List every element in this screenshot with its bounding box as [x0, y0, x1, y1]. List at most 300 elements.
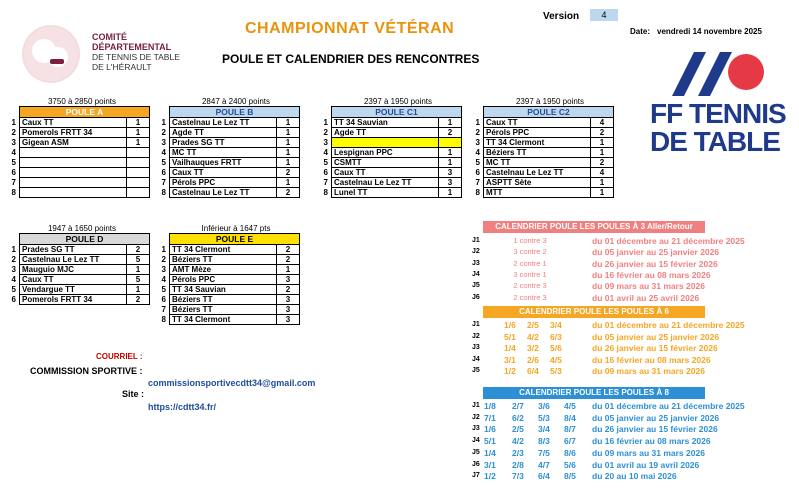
match-pairing: 8/6: [564, 447, 576, 458]
team-name: Agde TT: [332, 128, 439, 138]
team-score: 1: [277, 148, 300, 158]
email-link[interactable]: commissionsportivecdtt34@gmail.com: [148, 378, 316, 388]
team-name: Agde TT: [170, 128, 277, 138]
match-pairing: 4/2: [527, 331, 539, 342]
row-number: 7: [475, 178, 480, 187]
table-row: [8, 138, 150, 148]
team-name: [20, 168, 127, 178]
row-number: 3: [11, 265, 16, 274]
ff-logo-line-1: FF TENNIS: [650, 98, 786, 129]
match-pairing: 2 contre 1: [513, 258, 547, 268]
round-dates: du 01 décembre au 21 décembre 2025: [592, 236, 745, 246]
team-score: 1: [439, 188, 462, 198]
poule-d-title: POULE D: [20, 234, 150, 245]
team-name: Caux TT: [20, 118, 127, 128]
poule-c1-title: POULE C1: [332, 107, 462, 118]
match-pairing: 8/7: [564, 424, 576, 435]
row-number: 7: [161, 178, 166, 187]
round-label: J2: [472, 413, 480, 421]
team-score: 5: [127, 255, 150, 265]
table-row: [320, 188, 462, 198]
header-spacer: [8, 234, 20, 245]
row-number: 3: [475, 138, 480, 147]
table-row: [158, 188, 300, 198]
cal8-title: CALENDRIER POULE LES POULES À 8: [483, 387, 705, 399]
table-row: [158, 138, 300, 148]
cal3-row: [472, 270, 772, 280]
row-number: 5: [475, 158, 480, 167]
team-name: Caux TT: [484, 118, 591, 128]
header-spacer: [472, 107, 484, 118]
courriel-label: COURRIEL :: [96, 352, 143, 361]
round-dates: du 09 mars au 31 mars 2026: [592, 281, 705, 292]
team-name: [332, 138, 439, 148]
team-name: [20, 158, 127, 168]
round-dates: du 05 janvier au 25 janvier 2026: [592, 412, 720, 423]
round-label: J5: [472, 282, 480, 290]
round-dates: du 01 décembre au 21 décembre 2025: [592, 401, 745, 411]
team-name: Lespignan PPC: [332, 148, 439, 158]
row-number: 6: [161, 168, 166, 177]
team-name: Caux TT: [332, 168, 439, 178]
row-number: 6: [11, 168, 16, 177]
team-score: 2: [277, 255, 300, 265]
team-score: [127, 188, 150, 198]
table-row: [158, 128, 300, 138]
team-score: 1: [277, 265, 300, 275]
header-spacer: [158, 234, 170, 245]
round-label: J1: [472, 321, 480, 328]
team-score: 1: [439, 118, 462, 128]
row-number: 4: [161, 148, 166, 157]
cal8-row: [472, 424, 772, 434]
row-number: 3: [161, 138, 166, 147]
row-number: 2: [11, 128, 16, 137]
row-number: 7: [161, 305, 166, 314]
committee-line-4: DE L'HÉRAULT: [92, 62, 152, 72]
row-number: 6: [161, 295, 166, 304]
round-dates: du 26 janvier au 15 février 2026: [592, 258, 718, 269]
cal3-row: [472, 236, 772, 246]
match-pairing: 7/5: [538, 447, 550, 458]
poule-c2-title: POULE C2: [484, 107, 614, 118]
site-link[interactable]: https://cdtt34.fr/: [148, 402, 217, 412]
match-pairing: 2 contre 3: [513, 292, 547, 302]
team-score: 2: [127, 295, 150, 305]
table-row: [158, 285, 300, 295]
match-pairing: 6/4: [527, 366, 539, 376]
table-row: [158, 178, 300, 188]
ff-logo-icon: [658, 52, 768, 101]
match-pairing: 2 contre 3: [513, 281, 547, 291]
table-row: [158, 118, 300, 128]
match-pairing: 3/4: [550, 320, 562, 330]
table-row: [8, 158, 150, 168]
round-label: J3: [472, 344, 480, 351]
match-pairing: 3/4: [538, 424, 550, 435]
round-label: J1: [472, 402, 480, 409]
team-name: Lunel TT: [332, 188, 439, 198]
match-pairing: 7/3: [512, 471, 524, 482]
row-number: 8: [323, 188, 328, 197]
poule-c1-points: 2397 à 1950 points: [363, 97, 433, 106]
match-pairing: 1/4: [484, 447, 496, 458]
match-pairing: 1/2: [484, 471, 496, 482]
round-dates: du 05 janvier au 25 janvier 2026: [592, 331, 720, 342]
team-score: 1: [127, 118, 150, 128]
table-row: [158, 265, 300, 275]
team-score: 3: [439, 168, 462, 178]
cal6-row: [472, 355, 772, 365]
team-score: [127, 158, 150, 168]
team-score: 2: [277, 245, 300, 255]
match-pairing: 3 contre 2: [513, 247, 547, 257]
team-name: Castelnau Le Lez TT: [20, 255, 127, 265]
match-pairing: 4/2: [512, 436, 524, 447]
cal8-row: [472, 460, 772, 470]
round-dates: du 16 février au 08 mars 2026: [592, 436, 711, 447]
match-pairing: 7/1: [484, 412, 496, 423]
table-row: [8, 285, 150, 295]
team-name: [20, 148, 127, 158]
match-pairing: 3 contre 1: [513, 269, 547, 279]
committee-name: [92, 32, 180, 72]
poule-c2-points: 2397 à 1950 points: [515, 97, 585, 106]
cal3-row: [472, 259, 772, 269]
table-row: [8, 255, 150, 265]
team-name: Prades SG TT: [20, 245, 127, 255]
date-label: Date:: [630, 27, 651, 36]
match-pairing: 4/5: [550, 354, 562, 365]
committee-line-2: DÉPARTEMENTAL: [92, 42, 172, 52]
team-score: 1: [439, 148, 462, 158]
match-pairing: 8/4: [564, 412, 576, 423]
match-pairing: 1/6: [504, 320, 516, 330]
round-label: J4: [472, 437, 480, 445]
table-row: [8, 265, 150, 275]
team-score: 1: [591, 138, 614, 148]
poule-b-table: [158, 106, 300, 198]
match-pairing: 2/5: [527, 320, 539, 330]
table-row: [8, 178, 150, 188]
poule-c2-table: [472, 106, 614, 198]
team-name: TT 34 Sauvian: [332, 118, 439, 128]
cal3-row: [472, 247, 772, 257]
match-pairing: 2/7: [512, 401, 524, 411]
team-name: [20, 178, 127, 188]
table-row: [8, 168, 150, 178]
team-name: TT 34 Clermont: [170, 245, 277, 255]
team-score: 1: [591, 188, 614, 198]
cal3-row: [472, 281, 772, 291]
table-row: [8, 148, 150, 158]
match-pairing: 3/1: [504, 354, 516, 365]
table-row: [158, 305, 300, 315]
team-name: Béziers TT: [170, 255, 277, 265]
poule-b-points: 2847 à 2400 points: [201, 97, 271, 106]
match-pairing: 4/5: [564, 401, 576, 411]
cal3-row: [472, 293, 772, 303]
table-row: [472, 168, 614, 178]
match-pairing: 8/5: [564, 471, 576, 482]
match-pairing: 3/1: [484, 459, 496, 470]
round-dates: du 26 janvier au 15 février 2026: [592, 343, 718, 353]
match-pairing: 6/4: [538, 471, 550, 482]
match-pairing: 5/1: [504, 331, 516, 342]
team-score: [439, 138, 462, 148]
poule-d-points: 1947 à 1650 points: [47, 224, 117, 233]
row-number: 3: [11, 138, 16, 147]
team-name: AMT Mèze: [170, 265, 277, 275]
match-pairing: 4/7: [538, 459, 550, 470]
team-score: [127, 178, 150, 188]
row-number: 1: [11, 118, 16, 127]
round-label: J6: [472, 460, 480, 468]
match-pairing: 1/4: [504, 343, 516, 353]
match-pairing: 1 contre 3: [513, 236, 547, 245]
team-score: 4: [591, 118, 614, 128]
match-pairing: 6/7: [564, 436, 576, 447]
table-row: [320, 148, 462, 158]
table-row: [320, 118, 462, 128]
team-name: Castelnau Le Lez TT: [484, 168, 591, 178]
poule-a-title: POULE A: [20, 107, 150, 118]
row-number: 6: [475, 168, 480, 177]
row-number: 1: [323, 118, 328, 127]
row-number: 4: [161, 275, 166, 284]
row-number: 8: [161, 188, 166, 197]
header-spacer: [8, 107, 20, 118]
round-dates: du 16 février au 08 mars 2026: [592, 354, 711, 365]
team-score: [127, 168, 150, 178]
team-name: TT 34 Clermont: [170, 315, 277, 325]
team-score: 1: [439, 158, 462, 168]
match-pairing: 3/2: [527, 343, 539, 353]
team-score: 1: [591, 148, 614, 158]
match-pairing: 5/3: [550, 366, 562, 376]
table-row: [472, 118, 614, 128]
team-name: MC TT: [484, 158, 591, 168]
row-number: 1: [161, 245, 166, 254]
team-name: TT 34 Clermont: [484, 138, 591, 148]
commission-label: COMMISSION SPORTIVE :: [30, 366, 143, 376]
team-score: 3: [277, 305, 300, 315]
row-number: 7: [323, 178, 328, 187]
poule-e-title: POULE E: [170, 234, 300, 245]
team-name: Mauguio MJC: [20, 265, 127, 275]
row-number: 5: [161, 158, 166, 167]
poule-e-table: [158, 233, 300, 325]
round-dates: du 01 avril au 19 avril 2026: [592, 459, 700, 470]
team-score: 2: [277, 188, 300, 198]
row-number: 1: [475, 118, 480, 127]
match-pairing: 2/5: [512, 424, 524, 435]
team-score: 2: [277, 285, 300, 295]
table-row: [8, 118, 150, 128]
committee-logo-icon: [22, 25, 80, 83]
match-pairing: 2/8: [512, 459, 524, 470]
team-score: 3: [277, 295, 300, 305]
round-label: J4: [472, 270, 480, 278]
table-row: [472, 128, 614, 138]
team-name: Prades SG TT: [170, 138, 277, 148]
team-name: CSMTT: [332, 158, 439, 168]
match-pairing: 2/3: [512, 447, 524, 458]
match-pairing: 2/6: [527, 354, 539, 365]
round-dates: du 09 mars au 31 mars 2026: [592, 447, 705, 458]
match-pairing: 8/3: [538, 436, 550, 447]
page-title: CHAMPIONNAT VÉTÉRAN: [245, 20, 455, 37]
team-score: 1: [127, 265, 150, 275]
team-score: 1: [277, 138, 300, 148]
team-score: 1: [591, 178, 614, 188]
date-value: vendredi 14 novembre 2025: [657, 27, 762, 36]
team-score: 1: [127, 285, 150, 295]
table-row: [158, 168, 300, 178]
table-row: [8, 295, 150, 305]
match-pairing: 3/6: [538, 401, 550, 411]
team-name: ASPTT Sète: [484, 178, 591, 188]
row-number: 4: [11, 148, 16, 157]
match-pairing: 5/6: [564, 459, 576, 470]
team-name: Castelnau Le Lez TT: [170, 118, 277, 128]
table-row: [472, 178, 614, 188]
table-row: [472, 138, 614, 148]
team-name: Castelnau Le Lez TT: [332, 178, 439, 188]
round-label: J3: [472, 425, 480, 433]
committee-line-3: DE TENNIS DE TABLE: [92, 52, 180, 62]
row-number: 7: [11, 178, 16, 187]
table-row: [158, 148, 300, 158]
table-row: [320, 128, 462, 138]
table-row: [8, 128, 150, 138]
table-row: [472, 148, 614, 158]
table-row: [320, 158, 462, 168]
row-number: 8: [475, 188, 480, 197]
committee-line-1: COMITÉ: [92, 32, 127, 42]
row-number: 4: [11, 275, 16, 284]
match-pairing: 1/2: [504, 366, 516, 376]
round-label: J3: [472, 259, 480, 267]
version-value: 4: [590, 9, 618, 21]
poule-a-table: [8, 106, 150, 198]
poule-e-points: Inférieur à 1647 pts: [201, 224, 271, 233]
cal8-row: [472, 401, 772, 411]
cal6-title: CALENDRIER POULE LES POULES À 6: [483, 306, 705, 318]
team-score: 1: [277, 128, 300, 138]
team-name: Béziers TT: [170, 305, 277, 315]
poule-d-table: [8, 233, 150, 305]
round-label: J5: [472, 367, 480, 374]
table-row: [320, 168, 462, 178]
row-number: 5: [11, 285, 16, 294]
team-name: Vailhauques FRTT: [170, 158, 277, 168]
team-name: Pérols PPC: [484, 128, 591, 138]
team-name: Pomerols FRTT 34: [20, 295, 127, 305]
row-number: 2: [161, 128, 166, 137]
row-number: 6: [11, 295, 16, 304]
row-number: 4: [475, 148, 480, 157]
team-score: 2: [277, 168, 300, 178]
table-row: [472, 158, 614, 168]
match-pairing: 6/3: [550, 331, 562, 342]
team-score: 1: [277, 158, 300, 168]
team-score: 3: [277, 275, 300, 285]
team-score: 2: [127, 245, 150, 255]
table-row: [8, 245, 150, 255]
team-name: TT 34 Sauvian: [170, 285, 277, 295]
team-score: 5: [127, 275, 150, 285]
round-label: J2: [472, 248, 480, 256]
row-number: 2: [161, 255, 166, 264]
team-score: 1: [127, 138, 150, 148]
cal6-row: [472, 320, 772, 330]
table-row: [472, 188, 614, 198]
match-pairing: 1/8: [484, 401, 496, 411]
row-number: 6: [323, 168, 328, 177]
team-name: Caux TT: [170, 168, 277, 178]
team-score: 3: [439, 178, 462, 188]
header-spacer: [320, 107, 332, 118]
round-label: J6: [472, 293, 480, 301]
team-score: 1: [277, 118, 300, 128]
team-name: Castelnau Le Lez TT: [170, 188, 277, 198]
match-pairing: 5/3: [538, 412, 550, 423]
round-dates: du 05 janvier au 25 janvier 2026: [592, 247, 720, 258]
row-number: 3: [323, 138, 328, 147]
row-number: 2: [475, 128, 480, 137]
table-row: [158, 158, 300, 168]
ff-logo-line-2: DE TABLE: [650, 126, 780, 157]
row-number: 2: [323, 128, 328, 137]
cal8-row: [472, 436, 772, 446]
round-dates: du 16 février au 08 mars 2026: [592, 269, 711, 280]
row-number: 4: [323, 148, 328, 157]
table-row: [320, 138, 462, 148]
team-score: 2: [439, 128, 462, 138]
page-subtitle: POULE ET CALENDRIER DES RENCONTRES: [222, 52, 480, 66]
round-label: J4: [472, 355, 480, 363]
poule-c1-table: [320, 106, 462, 198]
round-label: J1: [472, 237, 480, 244]
team-name: Béziers TT: [170, 295, 277, 305]
team-name: Gigean ASM: [20, 138, 127, 148]
team-score: [127, 148, 150, 158]
site-label: Site :: [122, 389, 145, 399]
cal8-row: [472, 448, 772, 458]
team-score: 3: [277, 315, 300, 325]
row-number: 2: [11, 255, 16, 264]
row-number: 1: [11, 245, 16, 254]
team-score: 2: [591, 128, 614, 138]
team-score: 1: [127, 128, 150, 138]
round-label: J5: [472, 448, 480, 456]
poule-b-title: POULE B: [170, 107, 300, 118]
round-dates: du 09 mars au 31 mars 2026: [592, 366, 705, 376]
team-name: Pomerols FRTT 34: [20, 128, 127, 138]
match-pairing: 5/6: [550, 343, 562, 353]
table-row: [320, 178, 462, 188]
team-score: 2: [591, 158, 614, 168]
team-name: Pérols PPC: [170, 275, 277, 285]
row-number: 3: [161, 265, 166, 274]
round-label: J7: [472, 472, 480, 480]
cal6-row: [472, 332, 772, 342]
row-number: 5: [323, 158, 328, 167]
team-name: Vendargue TT: [20, 285, 127, 295]
header-spacer: [158, 107, 170, 118]
round-dates: du 26 janvier au 15 février 2026: [592, 424, 718, 435]
